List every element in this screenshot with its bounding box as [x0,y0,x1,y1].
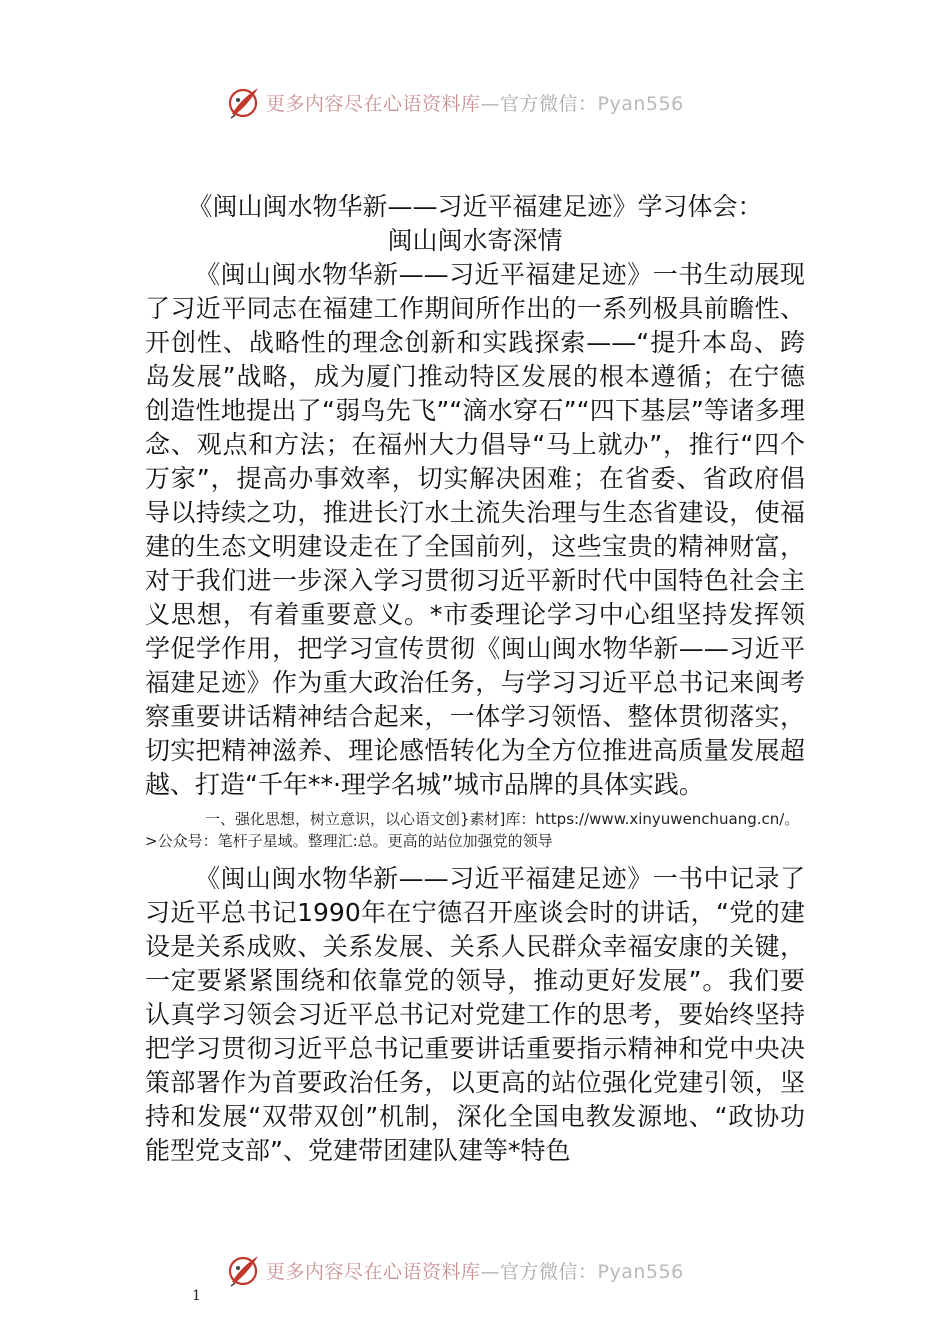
watermark-wechat-id: Pyan556 [597,92,684,115]
watermark-wechat-label: 官方微信： [500,1260,598,1283]
watermark-dash: — [480,92,501,115]
watermark-dash: — [480,1260,501,1283]
paragraph-1: 《闽山闽水物华新——习近平福建足迹》一书生动展现了习近平同志在福建工作期间所作出的一系列极具前瞻性、开创性、战略性的理念创新和实践探索——“提升本岛、跨岛发展”战略，成为厦门推动特区发展的根本遵循；在宁德创造性地提出了“弱鸟先飞”“滴水穿石”“四下基层”等诸多理念、观点和方法；在福州大力倡导“马上就办”，推行“四个万家”，提高办事效率，切实解决困难；在省委、省政府倡导以持续之功，推进长汀水土流失治理与生态省建设，使福建的生态文明建设走在了全国前列，这些宝贵的精神财富，对于我们进一步深入学习贯彻习近平新时代中国特色社会主义思想，有着重要意义。*市委理论学习中心组坚持发挥领学促学作用，把学习宣传贯彻《闽山闽水物华新——习近平福建足迹》作为重大政治任务，与学习习近平总书记来闽考察重要讲话精神结合起来，一体学习领悟、整体贯彻落实，切实把精神滋养、理论感悟转化为全方位推进高质量发展超越、打造“千年**·理学名城”城市品牌的具体实践。 [145,260,805,799]
quill-logo-icon [226,1252,262,1288]
paragraph-2: 《闽山闽水物华新——习近平福建足迹》一书中记录了习近平总书记1990年在宁德召开座谈会时的讲话，“党的建设是关系成败、关系发展、关系人民群众幸福安康的关键，一定要紧紧围绕和依靠党的领导，推动更好发展”。我们要认真学习领会习近平总书记对党建工作的思考，要始终坚持把学习贯彻习近平总书记重要讲话重要指示精神和党中央决策部署作为首要政治任务，以更高的站位强化党建引领，坚持和发展“双带双创”机制，深化全国电教发源地、“政协功能型党支部”、党建带团建队建等*特色 [145,864,805,1165]
watermark-text [266,89,684,116]
footer-watermark [226,1250,746,1290]
header-watermark [226,82,746,122]
document-title-line2: 闽山闽水寄深情 [387,226,563,255]
quill-logo-icon [226,84,262,120]
document-title-line1: 《闽山闽水物华新——习近平福建足迹》学习体会： [187,192,763,221]
watermark-text [266,1257,684,1284]
watermark-wechat-label: 官方微信： [500,92,598,115]
watermark-brand: 更多内容尽在心语资料库 [266,1260,481,1283]
watermark-wechat-id: Pyan556 [597,1260,684,1283]
watermark-brand: 更多内容尽在心语资料库 [266,92,481,115]
section-subheading: 一、强化思想，树立意识，以心语文创}素材]库：https://www.xinyuwenchuang.cn/。>公众号：笔杆子星域。整理汇:总。更高的站位加强党的领导 [145,810,800,850]
document-body [145,190,805,1168]
page-number: 1 [192,1288,201,1304]
